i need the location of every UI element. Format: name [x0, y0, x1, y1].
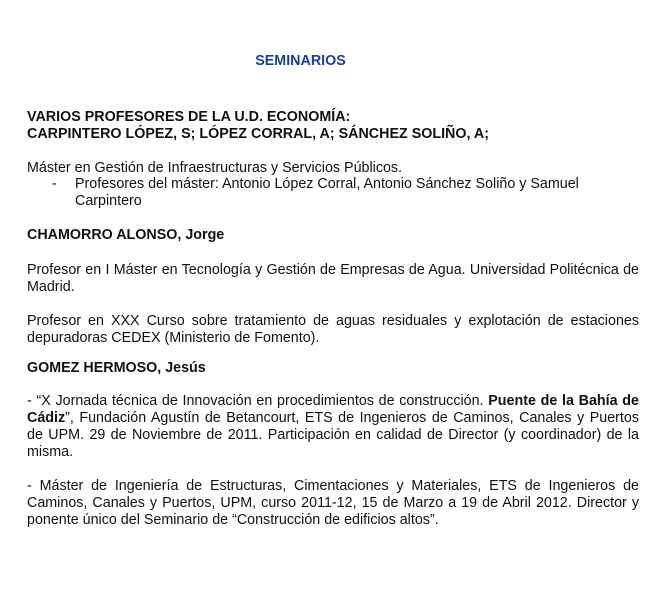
chamorro-paragraph-1: Profesor en I Máster en Tecnología y Gestión de Empresas de Agua. Universidad Politécnica de Madrid. [27, 262, 639, 295]
gomez-p1-rest: ”, Fundación Agustín de Betancourt, ETS de Ingenieros de Caminos, Canales y Puertos de UPM. 29 de Noviembre de 2011. Participación en calidad de Director (y coordinador) de la misma. [27, 410, 639, 460]
gomez-p1-intro: - “X Jornada técnica de Innovación en procedimientos de construcción. [27, 393, 489, 409]
gomez-p1-bold-title: Puente de la Bahía de Cádiz [27, 393, 639, 426]
gomez-paragraph-2: - Máster de Ingeniería de Estructuras, Cimentaciones y Materiales, ETS de Ingenieros de Caminos, Canales y Puertos, UPM, curso 2011-12, 15 de Marzo a 19 de Abril 2012. Director y ponente único del Seminario de “Construcción de edificios altos”. [27, 478, 639, 528]
bullet-dash: - [52, 176, 57, 192]
header-line-1: VARIOS PROFESORES DE LA U.D. ECONOMÍA: [27, 109, 351, 125]
bullet-text: Profesores del máster: Antonio López Corral, Antonio Sánchez Soliño y Samuel Carpintero [75, 176, 579, 209]
gomez-paragraph-1 [27, 393, 639, 461]
name-gomez: GOMEZ HERMOSO, Jesús [27, 360, 206, 376]
name-chamorro: CHAMORRO ALONSO, Jorge [27, 227, 225, 243]
section-header-economia [27, 109, 639, 143]
chamorro-paragraph-2: Profesor en XXX Curso sobre tratamiento de aguas residuales y explotación de estaciones depuradoras CEDEX (Ministerio de Fomento). [27, 313, 639, 346]
page-title: SEMINARIOS [255, 53, 346, 69]
header-line-2: CARPINTERO LÓPEZ, S; LÓPEZ CORRAL, A; SÁNCHEZ SOLIÑO, A; [27, 126, 490, 142]
master-title: Máster en Gestión de Infraestructuras y Servicios Públicos. [27, 160, 403, 176]
